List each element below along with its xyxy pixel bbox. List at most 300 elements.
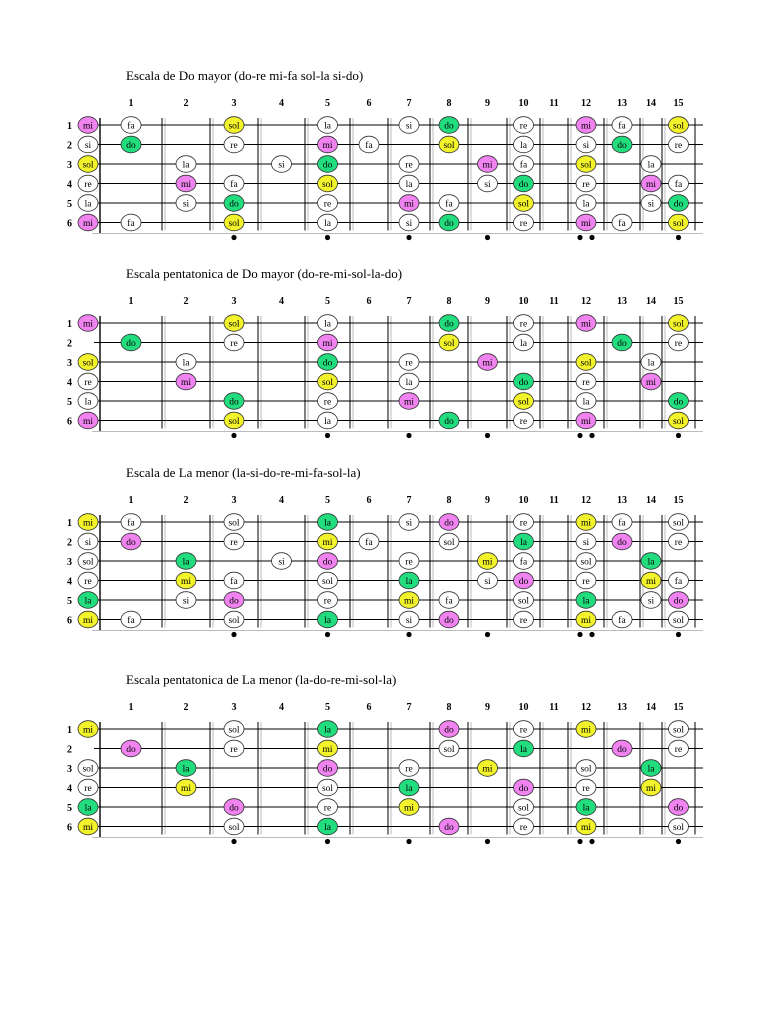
note-label: sol: [517, 803, 530, 814]
fret-number: 8: [446, 296, 452, 307]
note-label: mi: [482, 160, 493, 171]
string-number: 4: [67, 783, 72, 795]
note-label: sol: [321, 377, 334, 388]
note-marker: [399, 514, 419, 531]
note-label: mi: [580, 725, 592, 736]
diagram-title: Escala de La menor (la-si-do-re-mi-fa-sol-la): [126, 465, 361, 480]
note-marker: [224, 195, 244, 212]
note-marker: [576, 533, 596, 550]
note-marker: [439, 740, 459, 757]
note-marker: [669, 721, 689, 738]
note-label: sol: [82, 358, 94, 369]
note-label: fa: [365, 140, 373, 151]
string-number: 3: [67, 557, 72, 568]
note-marker: [318, 156, 338, 173]
note-marker: [78, 214, 98, 231]
inlay-dot: [231, 632, 236, 637]
note-label: mi: [403, 596, 415, 607]
note-marker: [121, 214, 141, 231]
note-label: re: [405, 358, 413, 369]
fretboard: [0, 266, 768, 446]
fret-number: 1: [128, 296, 134, 307]
note-marker: [514, 315, 534, 332]
note-marker: [514, 334, 534, 351]
note-label: do: [444, 218, 454, 229]
note-label: re: [323, 397, 332, 408]
note-marker: [669, 315, 689, 332]
note-marker: [318, 315, 338, 332]
note-marker: [576, 592, 596, 609]
note-marker: [478, 760, 498, 777]
fret-number: 9: [485, 495, 490, 506]
note-marker: [176, 592, 196, 609]
inlay-dot: [325, 632, 330, 637]
note-label: re: [674, 744, 683, 755]
note-marker: [514, 740, 534, 757]
note-marker: [478, 354, 498, 371]
note-label: do: [229, 803, 239, 814]
note-label: mi: [82, 319, 94, 330]
note-marker: [439, 214, 459, 231]
note-marker: [669, 799, 689, 816]
note-label: re: [582, 783, 590, 794]
fret-number: 8: [446, 495, 452, 506]
note-marker: [78, 611, 98, 628]
fret-number: 11: [549, 495, 559, 506]
string-number: 5: [67, 199, 72, 210]
note-label: re: [84, 576, 92, 587]
fret-number: 15: [673, 702, 684, 713]
note-label: si: [84, 140, 92, 151]
fret-number: 11: [549, 702, 559, 713]
note-marker: [318, 553, 338, 570]
note-marker: [176, 572, 196, 589]
diagram-la-menor: [0, 465, 768, 645]
note-marker: [78, 799, 98, 816]
note-marker: [514, 175, 534, 192]
note-label: mi: [82, 416, 94, 427]
note-label: do: [617, 744, 627, 755]
fret-number: 15: [673, 98, 684, 109]
fret-number: 3: [231, 98, 237, 109]
string-number: 2: [67, 537, 72, 549]
note-label: re: [582, 377, 590, 388]
string-number: 3: [67, 764, 72, 775]
note-marker: [78, 572, 98, 589]
note-label: mi: [645, 576, 657, 587]
note-label: re: [674, 140, 683, 151]
note-marker: [612, 214, 632, 231]
note-marker: [318, 412, 338, 429]
note-label: do: [518, 576, 529, 587]
fret-number: 14: [646, 702, 656, 713]
diagram-do-mayor-pentatonica: [0, 266, 768, 446]
note-label: re: [230, 537, 238, 548]
note-marker: [318, 334, 338, 351]
note-label: sol: [321, 179, 334, 190]
note-label: re: [519, 615, 528, 626]
note-marker: [641, 779, 661, 796]
note-label: sol: [228, 416, 240, 427]
note-label: sol: [228, 121, 240, 132]
note-label: sol: [321, 783, 334, 794]
note-label: la: [324, 822, 331, 833]
note-marker: [399, 175, 419, 192]
note-label: si: [484, 179, 491, 190]
note-label: la: [324, 615, 331, 626]
inlay-dot: [589, 632, 594, 637]
note-marker: [439, 818, 459, 835]
note-label: re: [230, 338, 238, 349]
note-label: do: [444, 319, 454, 330]
note-label: si: [405, 121, 413, 132]
note-marker: [612, 136, 632, 153]
note-label: mi: [645, 783, 657, 794]
note-marker: [669, 818, 689, 835]
note-label: la: [520, 338, 527, 349]
fret-number: 6: [366, 495, 372, 506]
inlay-dot: [577, 839, 582, 844]
note-marker: [318, 721, 338, 738]
note-label: la: [582, 199, 590, 210]
fret-number: 7: [406, 98, 412, 109]
note-label: do: [444, 725, 454, 736]
note-label: do: [518, 377, 529, 388]
note-label: fa: [618, 615, 626, 626]
note-label: mi: [82, 121, 94, 132]
inlay-dot: [325, 839, 330, 844]
note-label: la: [647, 557, 655, 568]
note-marker: [318, 760, 338, 777]
note-marker: [318, 354, 338, 371]
note-marker: [514, 156, 534, 173]
note-label: mi: [82, 218, 94, 229]
string-number: 6: [67, 416, 72, 428]
note-label: la: [84, 596, 92, 607]
note-marker: [78, 412, 98, 429]
note-label: la: [520, 140, 527, 151]
note-marker: [318, 818, 338, 835]
note-label: sol: [580, 764, 592, 775]
note-marker: [439, 117, 459, 134]
note-marker: [121, 533, 141, 550]
note-label: do: [229, 596, 239, 607]
note-label: sol: [82, 764, 94, 775]
note-label: mi: [180, 179, 192, 190]
note-label: sol: [321, 576, 334, 587]
note-label: do: [444, 416, 454, 427]
note-label: do: [229, 199, 239, 210]
fret-number: 1: [128, 495, 134, 506]
note-label: mi: [403, 803, 415, 814]
note-marker: [669, 572, 689, 589]
note-marker: [514, 117, 534, 134]
note-marker: [576, 514, 596, 531]
fret-number: 12: [581, 98, 591, 109]
note-marker: [318, 740, 338, 757]
note-label: sol: [580, 358, 592, 369]
note-marker: [669, 412, 689, 429]
note-label: sol: [672, 518, 685, 529]
note-marker: [612, 117, 632, 134]
note-label: mi: [82, 725, 94, 736]
note-label: re: [674, 338, 683, 349]
note-label: fa: [674, 576, 683, 587]
fretboard: [0, 672, 768, 852]
fret-number: 5: [325, 495, 330, 506]
note-marker: [669, 740, 689, 757]
note-label: mi: [645, 179, 657, 190]
note-marker: [576, 175, 596, 192]
inlay-dot: [676, 235, 681, 240]
fret-number: 3: [231, 702, 237, 713]
inlay-dot: [406, 632, 411, 637]
note-label: sol: [672, 725, 685, 736]
note-label: si: [278, 557, 285, 568]
note-marker: [612, 334, 632, 351]
note-label: do: [126, 537, 136, 548]
note-label: re: [674, 537, 683, 548]
fret-number: 3: [231, 296, 237, 307]
note-label: fa: [618, 518, 626, 529]
note-label: mi: [322, 744, 333, 755]
diagram-title: Escala pentatonica de Do mayor (do-re-mi-sol-la-do): [126, 266, 403, 281]
note-label: mi: [322, 537, 333, 548]
note-marker: [78, 760, 98, 777]
note-marker: [78, 315, 98, 332]
note-label: mi: [82, 822, 94, 833]
note-label: do: [126, 744, 136, 755]
note-marker: [641, 553, 661, 570]
note-marker: [669, 195, 689, 212]
note-label: do: [322, 358, 333, 369]
note-label: sol: [82, 160, 94, 171]
note-marker: [576, 818, 596, 835]
note-label: si: [405, 518, 413, 529]
note-marker: [318, 214, 338, 231]
fret-number: 9: [485, 702, 490, 713]
note-marker: [576, 214, 596, 231]
fret-number: 13: [617, 702, 627, 713]
note-label: sol: [228, 518, 240, 529]
note-marker: [318, 611, 338, 628]
string-number: 4: [67, 377, 72, 389]
fret-number: 10: [518, 296, 529, 307]
inlay-dot: [485, 235, 490, 240]
note-marker: [318, 514, 338, 531]
note-label: do: [617, 338, 627, 349]
note-marker: [576, 354, 596, 371]
note-marker: [78, 779, 98, 796]
note-marker: [576, 760, 596, 777]
note-label: fa: [519, 160, 528, 171]
note-label: do: [617, 140, 627, 151]
fret-number: 4: [279, 98, 284, 109]
note-label: do: [444, 822, 454, 833]
fret-number: 14: [646, 495, 656, 506]
note-label: sol: [672, 416, 685, 427]
string-number: 4: [67, 576, 72, 588]
note-label: si: [484, 576, 491, 587]
note-label: sol: [443, 744, 455, 755]
note-marker: [224, 592, 244, 609]
note-marker: [78, 373, 98, 390]
fret-number: 2: [183, 98, 189, 109]
fret-number: 6: [366, 98, 372, 109]
note-label: do: [673, 596, 684, 607]
note-marker: [272, 156, 292, 173]
note-marker: [318, 136, 338, 153]
note-marker: [399, 354, 419, 371]
note-label: do: [126, 140, 136, 151]
note-label: mi: [403, 397, 415, 408]
note-marker: [78, 195, 98, 212]
note-marker: [641, 592, 661, 609]
fret-number: 1: [128, 98, 134, 109]
note-label: si: [582, 140, 590, 151]
note-marker: [176, 553, 196, 570]
note-label: do: [322, 160, 333, 171]
string-number: 2: [67, 744, 72, 756]
note-label: sol: [672, 218, 685, 229]
note-marker: [224, 572, 244, 589]
note-label: mi: [580, 822, 592, 833]
fret-number: 15: [673, 296, 684, 307]
note-label: re: [519, 416, 528, 427]
note-label: fa: [445, 596, 453, 607]
note-label: si: [84, 537, 92, 548]
note-label: mi: [580, 218, 592, 229]
fret-number: 7: [406, 702, 412, 713]
note-label: mi: [482, 764, 493, 775]
note-marker: [121, 611, 141, 628]
fret-number: 12: [581, 296, 591, 307]
note-label: mi: [645, 377, 657, 388]
note-marker: [78, 553, 98, 570]
note-marker: [78, 721, 98, 738]
note-marker: [612, 740, 632, 757]
note-marker: [439, 533, 459, 550]
note-marker: [576, 799, 596, 816]
note-label: la: [647, 160, 655, 171]
note-marker: [514, 412, 534, 429]
note-label: re: [519, 518, 528, 529]
fret-number: 8: [446, 98, 452, 109]
note-marker: [78, 533, 98, 550]
note-label: re: [84, 377, 92, 388]
note-label: do: [322, 764, 333, 775]
note-marker: [576, 611, 596, 628]
note-marker: [439, 334, 459, 351]
note-label: do: [518, 783, 529, 794]
note-label: sol: [228, 725, 240, 736]
note-label: la: [647, 764, 655, 775]
note-marker: [478, 175, 498, 192]
inlay-dot: [231, 839, 236, 844]
string-number: 5: [67, 803, 72, 814]
string-number: 3: [67, 358, 72, 369]
fret-number: 2: [183, 296, 189, 307]
note-label: sol: [443, 537, 455, 548]
note-label: fa: [519, 557, 528, 568]
fret-number: 6: [366, 702, 372, 713]
note-marker: [224, 721, 244, 738]
inlay-dot: [577, 632, 582, 637]
note-label: la: [647, 358, 655, 369]
note-marker: [399, 760, 419, 777]
note-marker: [669, 393, 689, 410]
note-marker: [224, 393, 244, 410]
string-number: 3: [67, 160, 72, 171]
note-marker: [669, 514, 689, 531]
string-number: 6: [67, 615, 72, 627]
note-label: la: [84, 397, 92, 408]
note-marker: [399, 117, 419, 134]
note-label: sol: [443, 140, 455, 151]
note-marker: [514, 799, 534, 816]
note-label: do: [444, 518, 454, 529]
note-label: re: [519, 218, 528, 229]
note-marker: [576, 721, 596, 738]
inlay-dot: [406, 839, 411, 844]
note-marker: [224, 818, 244, 835]
note-marker: [641, 354, 661, 371]
note-label: re: [405, 160, 413, 171]
note-label: sol: [672, 121, 685, 132]
fret-number: 4: [279, 495, 284, 506]
note-label: mi: [82, 518, 94, 529]
note-marker: [121, 740, 141, 757]
note-marker: [224, 412, 244, 429]
note-label: la: [405, 179, 413, 190]
fret-number: 12: [581, 702, 591, 713]
diagram-title: Escala de Do mayor (do-re mi-fa sol-la si-do): [126, 68, 364, 83]
note-label: do: [229, 397, 239, 408]
note-label: re: [323, 803, 332, 814]
note-label: sol: [228, 319, 240, 330]
note-marker: [78, 393, 98, 410]
note-label: re: [519, 725, 528, 736]
note-marker: [514, 553, 534, 570]
note-marker: [514, 721, 534, 738]
note-marker: [399, 779, 419, 796]
note-marker: [78, 156, 98, 173]
note-label: do: [444, 615, 454, 626]
note-label: la: [405, 576, 413, 587]
note-label: si: [182, 199, 190, 210]
note-label: do: [673, 803, 684, 814]
note-label: fa: [127, 518, 135, 529]
note-label: re: [405, 764, 413, 775]
note-marker: [78, 514, 98, 531]
note-label: fa: [230, 179, 238, 190]
note-label: fa: [445, 199, 453, 210]
note-marker: [78, 354, 98, 371]
note-label: mi: [180, 576, 192, 587]
inlay-dot: [406, 235, 411, 240]
note-label: mi: [580, 416, 592, 427]
note-marker: [576, 572, 596, 589]
note-label: si: [182, 596, 190, 607]
inlay-dot: [485, 632, 490, 637]
note-marker: [439, 195, 459, 212]
note-marker: [224, 611, 244, 628]
note-marker: [176, 373, 196, 390]
note-marker: [641, 572, 661, 589]
note-marker: [224, 334, 244, 351]
note-label: si: [582, 537, 590, 548]
note-label: la: [324, 725, 331, 736]
